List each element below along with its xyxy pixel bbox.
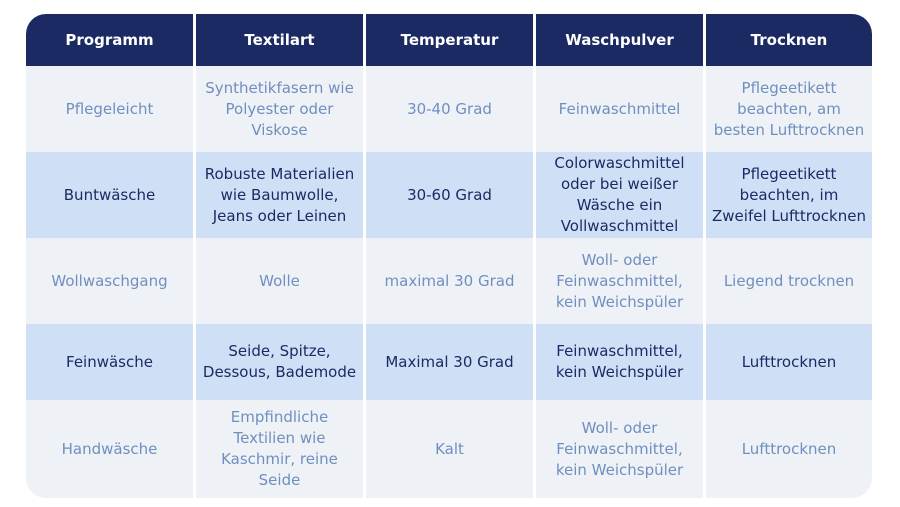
cell-textilart: Robuste Materialien wie Baumwolle, Jeans oder Leinen xyxy=(196,152,363,238)
table-grid xyxy=(26,14,872,498)
cell-textilart: Seide, Spitze, Dessous, Bademode xyxy=(196,324,363,400)
cell-temperatur: 30-40 Grad xyxy=(366,66,533,152)
cell-programm: Wollwaschgang xyxy=(26,238,193,324)
cell-trocknen: Pflegeetikett beachten, im Zweifel Lufttrocknen xyxy=(706,152,872,238)
cell-textilart: Wolle xyxy=(196,238,363,324)
header-trocknen: Trocknen xyxy=(706,14,872,66)
header-waschpulver: Waschpulver xyxy=(536,14,703,66)
cell-programm: Feinwäsche xyxy=(26,324,193,400)
cell-temperatur: 30-60 Grad xyxy=(366,152,533,238)
cell-trocknen: Pflegeetikett beachten, am besten Lufttrocknen xyxy=(706,66,872,152)
cell-waschpulver: Feinwaschmittel, kein Weichspüler xyxy=(536,324,703,400)
cell-programm: Pflegeleicht xyxy=(26,66,193,152)
cell-programm: Buntwäsche xyxy=(26,152,193,238)
header-programm: Programm xyxy=(26,14,193,66)
cell-programm: Handwäsche xyxy=(26,400,193,498)
cell-trocknen: Liegend trocknen xyxy=(706,238,872,324)
cell-temperatur: Kalt xyxy=(366,400,533,498)
cell-waschpulver: Woll- oder Feinwaschmittel, kein Weichspüler xyxy=(536,400,703,498)
cell-waschpulver: Feinwaschmittel xyxy=(536,66,703,152)
cell-trocknen: Lufttrocknen xyxy=(706,400,872,498)
header-temperatur: Temperatur xyxy=(366,14,533,66)
washing-program-table xyxy=(26,14,872,498)
cell-textilart: Synthetikfasern wie Polyester oder Viskose xyxy=(196,66,363,152)
cell-textilart: Empfindliche Textilien wie Kaschmir, reine Seide xyxy=(196,400,363,498)
cell-temperatur: maximal 30 Grad xyxy=(366,238,533,324)
cell-waschpulver: Woll- oder Feinwaschmittel, kein Weichspüler xyxy=(536,238,703,324)
cell-trocknen: Lufttrocknen xyxy=(706,324,872,400)
cell-waschpulver: Colorwaschmittel oder bei weißer Wäsche ein Vollwaschmittel xyxy=(536,152,703,238)
cell-temperatur: Maximal 30 Grad xyxy=(366,324,533,400)
header-textilart: Textilart xyxy=(196,14,363,66)
